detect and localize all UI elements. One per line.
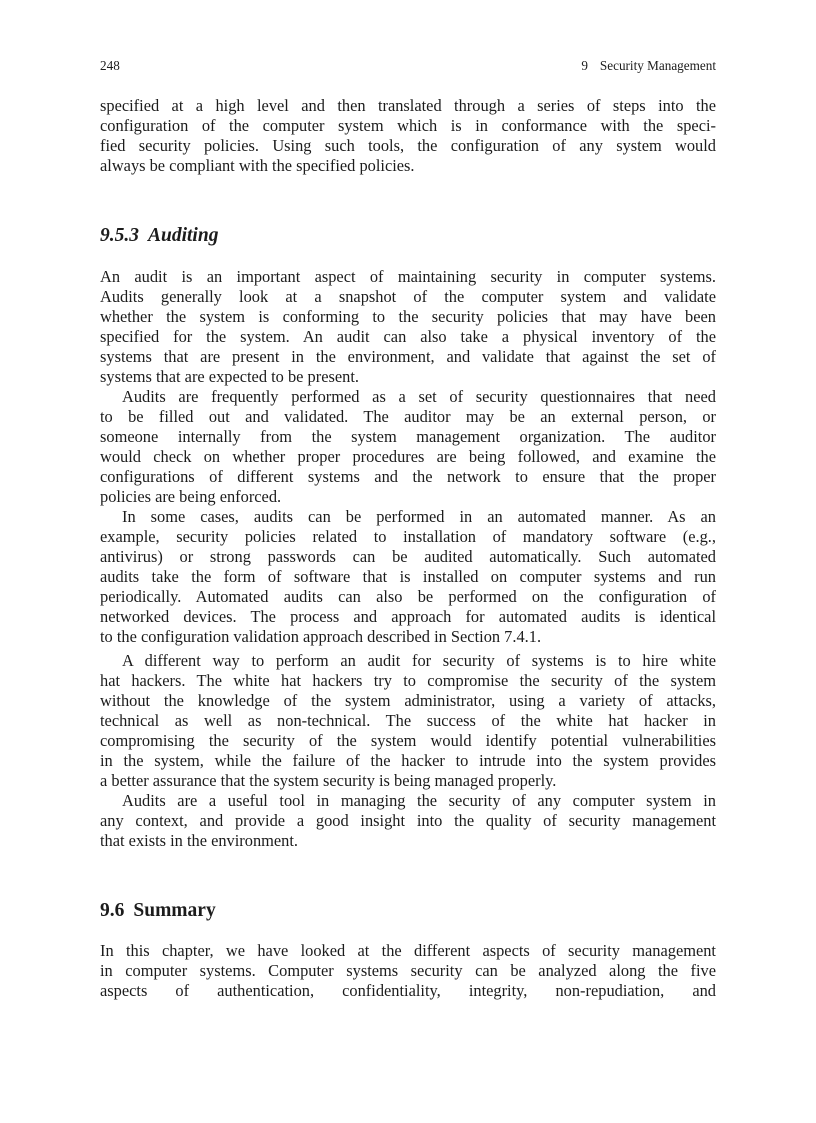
text-line: someone internally from the system management organization. The auditor (100, 427, 716, 446)
text-line: systems that are expected to be present. (100, 367, 359, 386)
text-line: Audits generally look at a snapshot of the computer system and validate (100, 287, 716, 306)
chapter-running-title (581, 58, 716, 74)
text-line: that exists in the environment. (100, 831, 299, 850)
paragraph (100, 941, 716, 1001)
text-line: In some cases, audits can be performed in an automated manner. As an (122, 507, 716, 526)
intro-paragraph (100, 96, 716, 176)
section-heading-summary (100, 900, 216, 922)
text-line: any context, and provide a good insight into the quality of security management (100, 811, 716, 830)
text-line: whether the system is conforming to the security policies that may have been (100, 307, 716, 326)
text-line: hat hackers. The white hat hackers try to compromise the security of the system (100, 671, 716, 690)
text-line: example, security policies related to installation of mandatory software (e.g., (100, 527, 716, 546)
text-line: a better assurance that the system security is being managed properly. (100, 771, 557, 790)
section-title: Summary (133, 900, 216, 921)
paragraph (100, 791, 716, 851)
text-line: In this chapter, we have looked at the different aspects of security management (100, 941, 716, 960)
text-line: compromising the security of the system would identify potential vulnerabilities (100, 731, 716, 750)
text-line: in the system, while the failure of the hacker to intrude into the system provides (100, 751, 716, 770)
paragraph (100, 651, 716, 791)
text-line: aspects of authentication, confidentiality, integrity, non-repudiation, and (100, 981, 716, 1000)
text-line: to be filled out and validated. The auditor may be an external person, or (100, 407, 716, 426)
paragraph (100, 387, 716, 507)
text-line: Audits are frequently performed as a set of security questionnaires that need (122, 387, 716, 406)
text-line: networked devices. The process and approach for automated audits is identical (100, 607, 716, 626)
text-line: A different way to perform an audit for security of systems is to hire white (122, 651, 716, 670)
text-line: without the knowledge of the system administrator, using a variety of attacks, (100, 691, 716, 710)
text-line: An audit is an important aspect of maintaining security in computer systems. (100, 267, 716, 286)
text-line: systems that are present in the environment, and validate that against the set of (100, 347, 716, 366)
text-line: specified for the system. An audit can also take a physical inventory of the (100, 327, 716, 346)
text-line: in computer systems. Computer systems security can be analyzed along the five (100, 961, 716, 980)
text-line: configurations of different systems and the network to ensure that the proper (100, 467, 716, 486)
subsection-title: Auditing (148, 225, 219, 246)
text-line: audits take the form of software that is installed on computer systems and run (100, 567, 716, 586)
running-header (100, 58, 716, 74)
text-line: to the configuration validation approach described in Section 7.4.1. (100, 627, 542, 646)
subsection-heading-auditing (100, 225, 218, 247)
subsection-number: 9.5.3 (100, 225, 139, 246)
text-line: fied security policies. Using such tools, the configuration of any system would (100, 136, 716, 155)
chapter-title: Security Management (599, 58, 716, 73)
text-line: configuration of the computer system which is in conformance with the speci- (100, 116, 716, 135)
paragraph (100, 267, 716, 387)
text-line: policies are being enforced. (100, 487, 282, 506)
text-line: specified at a high level and then translated through a series of steps into the (100, 96, 716, 115)
section-number: 9.6 (100, 900, 125, 921)
text-line: Audits are a useful tool in managing the security of any computer system in (122, 791, 716, 810)
paragraph (100, 507, 716, 647)
page-number: 248 (100, 58, 120, 73)
text-line: would check on whether proper procedures are being followed, and examine the (100, 447, 716, 466)
text-line: technical as well as non-technical. The success of the white hat hacker in (100, 711, 716, 730)
text-line: periodically. Automated audits can also be performed on the configuration of (100, 587, 716, 606)
chapter-number: 9 (581, 58, 588, 73)
text-line: always be compliant with the specified policies. (100, 156, 415, 175)
text-line: antivirus) or strong passwords can be audited automatically. Such automated (100, 547, 716, 566)
